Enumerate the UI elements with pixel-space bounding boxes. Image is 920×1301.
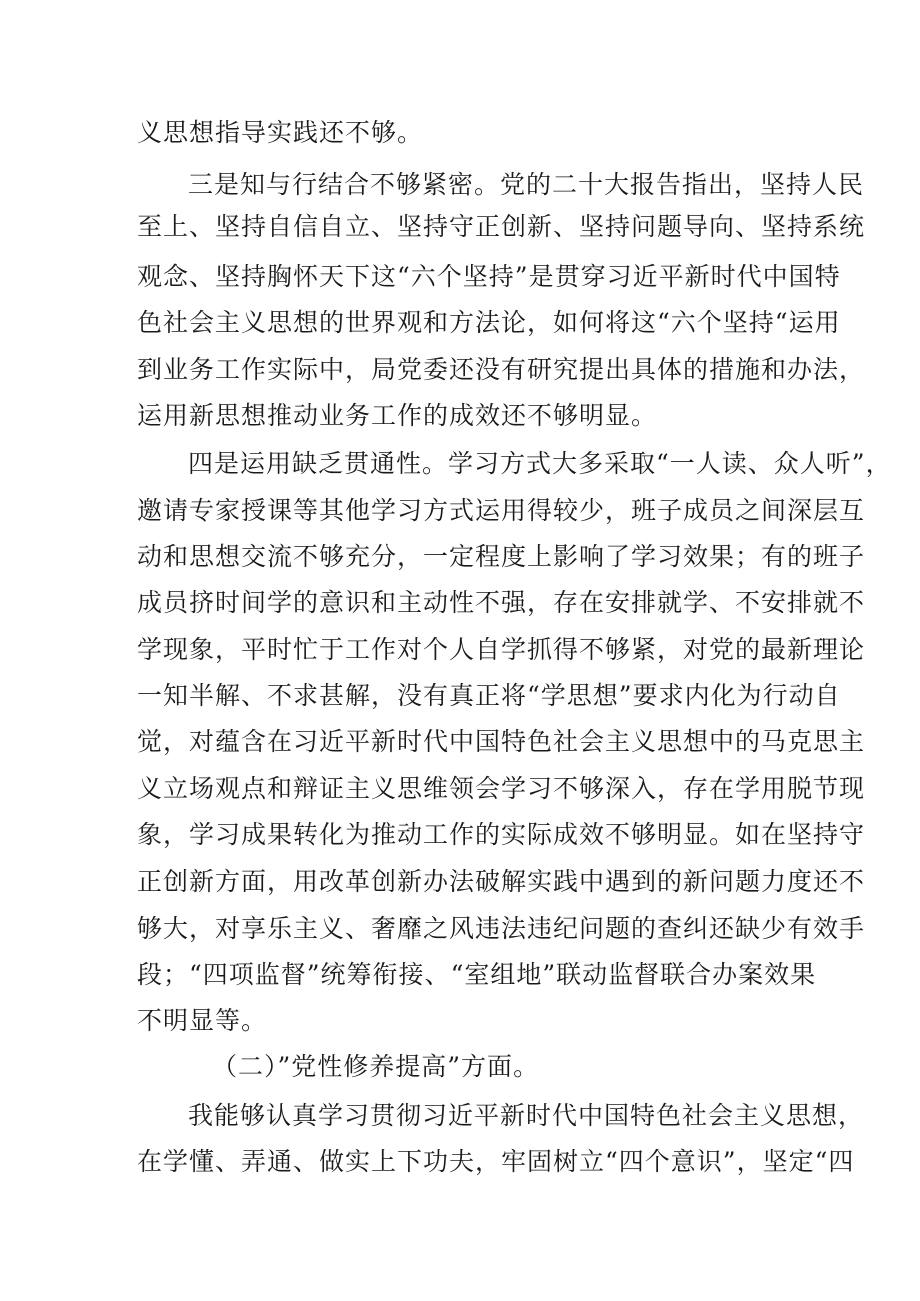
text-line: 运用新思想推动业务工作的成效还不够明显。 [137,401,658,430]
text-line: 一知半解、不求甚解，没有真正将“学思想”要求内化为行动自 [137,681,841,710]
text-line: 义思想指导实践还不够。 [137,118,424,147]
text-line: 象，学习成果转化为推动工作的实际成效不够明显。如在坚持守 [137,820,866,849]
text-line: 在学懂、弄通、做实上下功夫，牢固树立“四个意识”，坚定“四 [137,1147,855,1176]
text-line: 不明显等。 [137,1006,268,1035]
text-line: 邀请专家授课等其他学习方式运用得较少，班子成员之间深层互 [137,496,866,525]
text-line: 够大，对享乐主义、奢靡之风违法违纪问题的查纠还缺少有效手 [137,914,866,943]
text-line: 到业务工作实际中，局党委还没有研究提出具体的措施和办法， [137,355,866,384]
text-line: 动和思想交流不够充分，一定程度上影响了学习效果；有的班子 [137,542,866,571]
text-line: 觉，对蕴含在习近平新时代中国特色社会主义思想中的马克思主 [137,727,866,756]
text-line: 学现象，平时忙于工作对个人自学抓得不够紧，对党的最新理论 [137,635,866,664]
section-heading-text: （二）”党性修养提高”方面。 [212,1052,540,1081]
text-line: 色社会主义思想的世界观和方法论，如何将这“六个坚持“运用 [137,308,841,337]
text-line: 义立场观点和辩证主义思维领会学习不够深入，存在学用脱节现 [137,774,866,803]
text-line: 四是运用缺乏贯通性。学习方式大多采取“一人读、众人听”， [188,449,892,478]
text-line: 至上、坚持自信自立、坚持守正创新、坚持问题导向、坚持系统 [137,212,866,241]
text-line: 正创新方面，用改革创新办法破解实践中遇到的新问题力度还不 [137,867,866,896]
text-line: 我能够认真学习贯彻习近平新时代中国特色社会主义思想， [188,1101,865,1130]
text-line: 成员挤时间学的意识和主动性不强，存在安排就学、不安排就不 [137,588,866,617]
text-line: 段；“四项监督”统筹衔接、“室组地”联动监督联合办案效果 [137,960,817,989]
text-line: 三是知与行结合不够紧密。党的二十大报告指出，坚持人民 [188,170,865,199]
text-line: 观念、坚持胸怀天下这“六个坚持”是贯穿习近平新时代中国特 [137,262,841,291]
